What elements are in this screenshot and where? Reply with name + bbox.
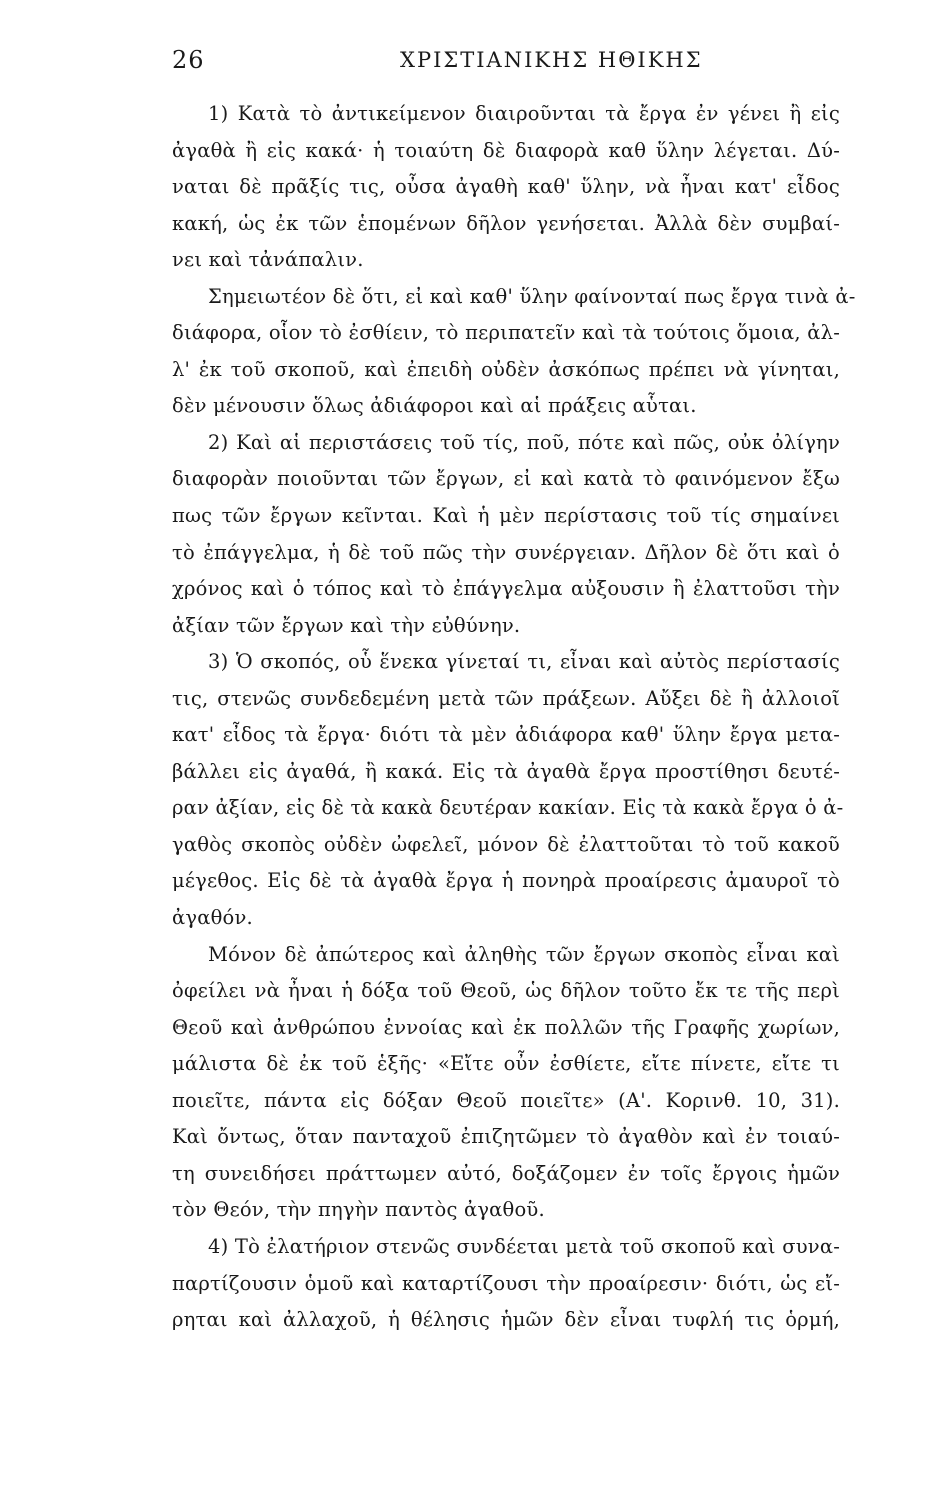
text-line: τὸν Θεόν, τὴν πηγὴν παντὸς ἀγαθοῦ. [172, 1198, 545, 1222]
body-text [172, 96, 856, 1339]
text-line: 4) Τὸ ἐλατήριον στενῶς συνδέεται μετὰ τοῦ σκοποῦ καὶ συνα- [208, 1234, 840, 1258]
running-title: ΧΡΙΣΤΙΑΝΙΚΗΣ ΗΘΙΚΗΣ [400, 48, 703, 72]
text-line: τις, στενῶς συνδεδεμένη μετὰ τῶν πράξεων. Αὔξει δὲ ἢ ἀλλοιοῖ [172, 686, 840, 710]
text-line: πως τῶν ἔργων κεῖνται. Καὶ ἡ μὲν περίστασις τοῦ τίς σημαίνει [172, 504, 840, 528]
text-line: Μόνον δὲ ἀπώτερος καὶ ἀληθὴς τῶν ἔργων σκοπὸς εἶναι καὶ [208, 942, 840, 966]
page-header [172, 46, 839, 76]
text-line: 2) Καὶ αἱ περιστάσεις τοῦ τίς, ποῦ, πότε καὶ πῶς, οὐκ ὀλίγην [208, 430, 840, 454]
text-line: 3) Ὁ σκοπός, οὗ ἕνεκα γίνεταί τι, εἶναι καὶ αὐτὸς περίστασίς [208, 650, 840, 674]
text-line: ποιεῖτε, πάντα εἰς δόξαν Θεοῦ ποιεῖτε» (Α'. Κορινθ. 10, 31). [172, 1088, 840, 1112]
text-line: κατ' εἶδος τὰ ἔργα· διότι τὰ μὲν ἀδιάφορα καθ' ὕλην ἔργα μετα- [172, 723, 840, 747]
text-line: παρτίζουσιν ὁμοῦ καὶ καταρτίζουσι τὴν προαίρεσιν· διότι, ὡς εἴ- [172, 1271, 840, 1295]
text-line: τη συνειδήσει πράττωμεν αὐτό, δοξάζομεν ἐν τοῖς ἔργοις ἡμῶν [172, 1161, 840, 1185]
text-line: Καὶ ὄντως, ὅταν πανταχοῦ ἐπιζητῶμεν τὸ ἀγαθὸν καὶ ἐν τοιαύ- [172, 1125, 840, 1149]
text-line: γαθὸς σκοπὸς οὐδὲν ὠφελεῖ, μόνον δὲ ἐλαττοῦται τὸ τοῦ κακοῦ [172, 832, 840, 856]
text-line: τὸ ἐπάγγελμα, ἡ δὲ τοῦ πῶς τὴν συνέργειαν. Δῆλον δὲ ὅτι καὶ ὁ [172, 540, 840, 564]
text-line: λ' ἐκ τοῦ σκοποῦ, καὶ ἐπειδὴ οὐδὲν ἀσκόπως πρέπει νὰ γίνηται, [172, 357, 840, 381]
text-line: ναται δὲ πρᾶξίς τις, οὖσα ἀγαθὴ καθ' ὕλην, νὰ ἦναι κατ' εἶδος [172, 175, 840, 199]
text-line: ὀφείλει νὰ ἦναι ἡ δόξα τοῦ Θεοῦ, ὡς δῆλον τοῦτο ἔκ τε τῆς περὶ [172, 979, 840, 1003]
text-line: μέγεθος. Εἰς δὲ τὰ ἀγαθὰ ἔργα ἡ πονηρὰ προαίρεσις ἀμαυροῖ τὸ [172, 869, 840, 893]
text-line: χρόνος καὶ ὁ τόπος καὶ τὸ ἐπάγγελμα αὐξουσιν ἢ ἐλαττοῦσι τὴν [172, 577, 840, 601]
text-line: κακή, ὡς ἐκ τῶν ἑπομένων δῆλον γενήσεται. Ἀλλὰ δὲν συμβαί- [172, 211, 840, 235]
text-line: ρηται καὶ ἀλλαχοῦ, ἡ θέλησις ἡμῶν δὲν εἶναι τυφλή τις ὁρμή, [172, 1308, 840, 1332]
text-line: μάλιστα δὲ ἐκ τοῦ ἑξῆς· «Εἴτε οὖν ἐσθίετε, εἴτε πίνετε, εἴτε τι [172, 1052, 840, 1076]
text-line: δὲν μένουσιν ὅλως ἀδιάφοροι καὶ αἱ πράξεις αὗται. [172, 394, 697, 418]
page-number: 26 [172, 46, 205, 74]
text-line: ραν ἀξίαν, εἰς δὲ τὰ κακὰ δευτέραν κακίαν. Εἰς τὰ κακὰ ἔργα ὁ ἀ- [172, 796, 844, 820]
text-line: Θεοῦ καὶ ἀνθρώπου ἐννοίας καὶ ἐκ πολλῶν τῆς Γραφῆς χωρίων, [172, 1015, 840, 1039]
text-line: Σημειωτέον δὲ ὅτι, εἰ καὶ καθ' ὕλην φαίνονταί πως ἔργα τινὰ ἀ- [208, 284, 856, 308]
text-line: ἀγαθόν. [172, 906, 253, 930]
text-line: 1) Κατὰ τὸ ἀντικείμενον διαιροῦνται τὰ ἔργα ἐν γένει ἢ εἰς [208, 102, 840, 125]
text-line: διαφορὰν ποιοῦνται τῶν ἔργων, εἰ καὶ κατὰ τὸ φαινόμενον ἔξω [172, 467, 840, 491]
text-line: βάλλει εἰς ἀγαθά, ἢ κακά. Εἰς τὰ ἀγαθὰ ἔργα προστίθησι δευτέ- [172, 759, 840, 783]
text-line: ἀξίαν τῶν ἔργων καὶ τὴν εὐθύνην. [172, 613, 521, 637]
text-line: διάφορα, οἷον τὸ ἐσθίειν, τὸ περιπατεῖν καὶ τὰ τούτοις ὅμοια, ἀλ- [172, 321, 840, 345]
text-line: νει καὶ τἀνάπαλιν. [172, 248, 364, 272]
text-line: ἀγαθὰ ἢ εἰς κακά· ἡ τοιαύτη δὲ διαφορὰ καθ ὕλην λέγεται. Δύ- [172, 138, 840, 162]
